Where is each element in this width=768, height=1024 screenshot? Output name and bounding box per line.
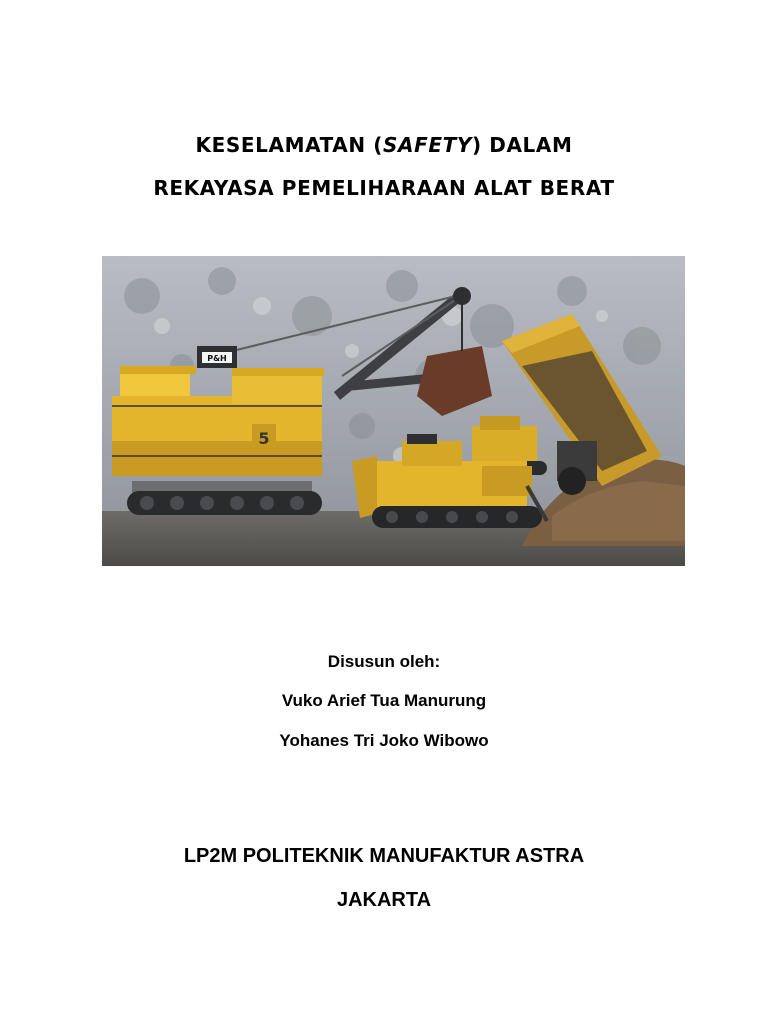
- institution-name: LP2M POLITEKNIK MANUFAKTUR ASTRA: [183, 845, 585, 867]
- shovel-brand-label: P&H: [207, 354, 227, 363]
- byline-label: Disusun oleh:: [327, 652, 441, 671]
- city-name: JAKARTA: [336, 889, 432, 911]
- document-title-line-1: [0, 133, 768, 157]
- author-name: Yohanes Tri Joko Wibowo: [279, 731, 489, 750]
- document-title-line-2: REKAYASA PEMELIHARAAN ALAT BERAT: [153, 176, 615, 200]
- mining-equipment-photo: [102, 256, 685, 566]
- shovel-number-label: 5: [258, 429, 270, 448]
- title-italic-word: SAFETY: [383, 133, 472, 157]
- title-prefix: KESELAMATAN (: [195, 133, 384, 157]
- author-name: Vuko Arief Tua Manurung: [281, 691, 487, 710]
- title-suffix: ) DALAM: [471, 133, 573, 157]
